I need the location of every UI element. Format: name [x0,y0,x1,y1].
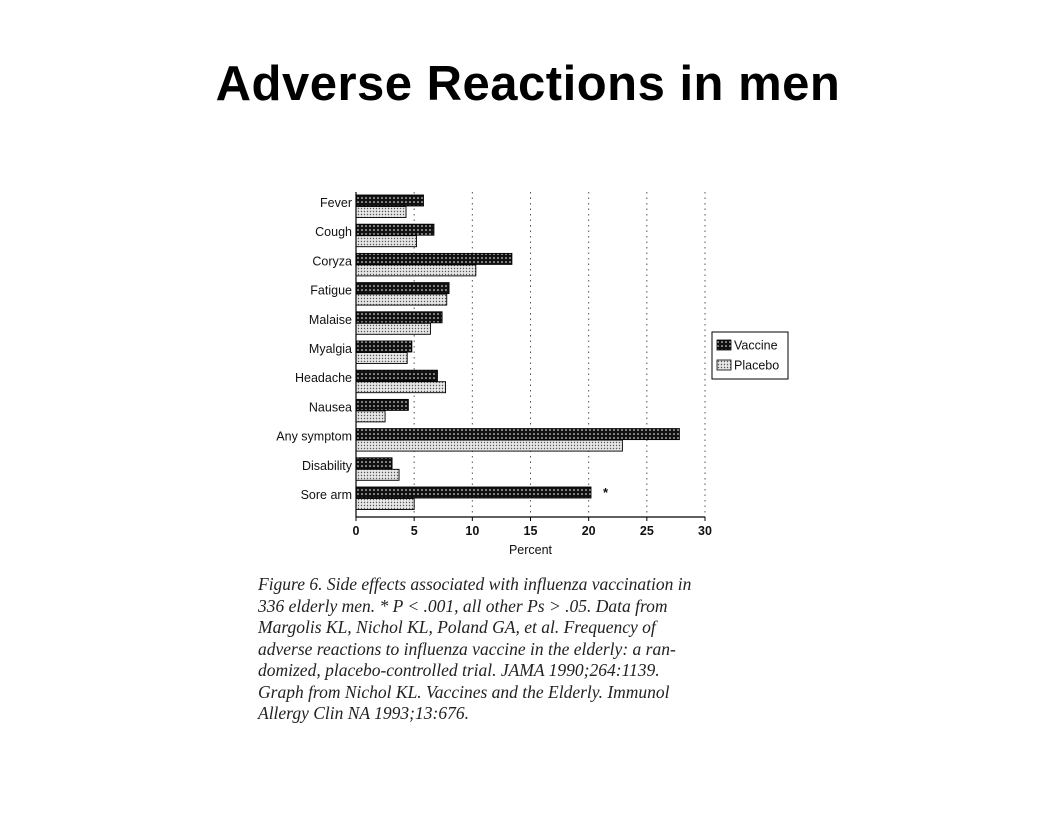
bar-placebo [356,236,416,247]
bar-vaccine [356,370,437,381]
bar-placebo [356,265,476,276]
bar-placebo [356,294,447,305]
significance-marker: * [602,485,609,500]
bar-vaccine [356,195,423,206]
category-labels [276,196,352,502]
category-label: Myalgia [308,342,352,356]
legend-label: Vaccine [734,338,778,353]
bar-vaccine [356,283,449,294]
bar-placebo [356,440,622,451]
caption-line: Graph from Nichol KL. Vaccines and the Elderly. Immunol [258,681,670,702]
legend-swatch-placebo [717,360,731,370]
x-tick-label: 30 [698,524,712,538]
bar-vaccine [356,487,591,498]
bar-placebo [356,499,414,510]
bar-chart [240,180,800,565]
bar-placebo [356,469,399,480]
legend [712,332,788,379]
caption-line: domized, placebo-controlled trial. JAMA 1990;264:1139. [258,660,660,680]
category-label: Fatigue [310,283,352,298]
grid-lines [414,192,705,517]
x-tick-label: 5 [410,524,418,538]
x-tick-label: 0 [352,524,360,538]
bar-placebo [356,411,385,422]
category-label: Disability [301,458,352,473]
x-tick-label: 10 [465,524,480,538]
x-tick-label: 25 [639,524,654,538]
bar-placebo [356,382,446,393]
slide-title: Adverse Reactions in men [215,57,841,111]
category-label: Sore arm [300,488,352,502]
caption-line: adverse reactions to influenza vaccine in the elderly: a ran- [258,638,676,659]
bar-vaccine [356,253,512,264]
bar-vaccine [356,341,412,352]
x-tick-label: 15 [523,524,538,538]
bar-vaccine [356,429,679,440]
bar-placebo [356,207,406,218]
legend-swatch-vaccine [717,340,731,350]
bar-vaccine [356,312,442,323]
category-label: Coryza [312,254,352,269]
caption-line: 336 elderly men. * P < .001, all other Ps > .05. Data from [258,595,668,616]
caption-line: Allergy Clin NA 1993;13:676. [258,703,469,723]
x-tick-label: 20 [581,524,596,538]
category-label: Malaise [308,312,352,327]
category-label: Cough [315,225,352,240]
x-axis-title: Percent [508,543,553,557]
category-label: Any symptom [276,429,352,444]
figure-caption [258,574,778,725]
category-label: Nausea [308,400,352,415]
legend-label: Placebo [734,358,780,373]
caption-line: Figure 6. Side effects associated with influenza vaccination in [258,574,692,594]
bar-vaccine [356,458,392,469]
bar-vaccine [356,399,408,410]
bars [356,195,679,510]
category-label: Headache [295,371,352,386]
bar-placebo [356,353,407,364]
category-label: Fever [320,196,352,210]
bar-placebo [356,323,430,334]
caption-line: Margolis KL, Nichol KL, Poland GA, et al. Frequency of [258,617,656,637]
bar-vaccine [356,224,434,235]
